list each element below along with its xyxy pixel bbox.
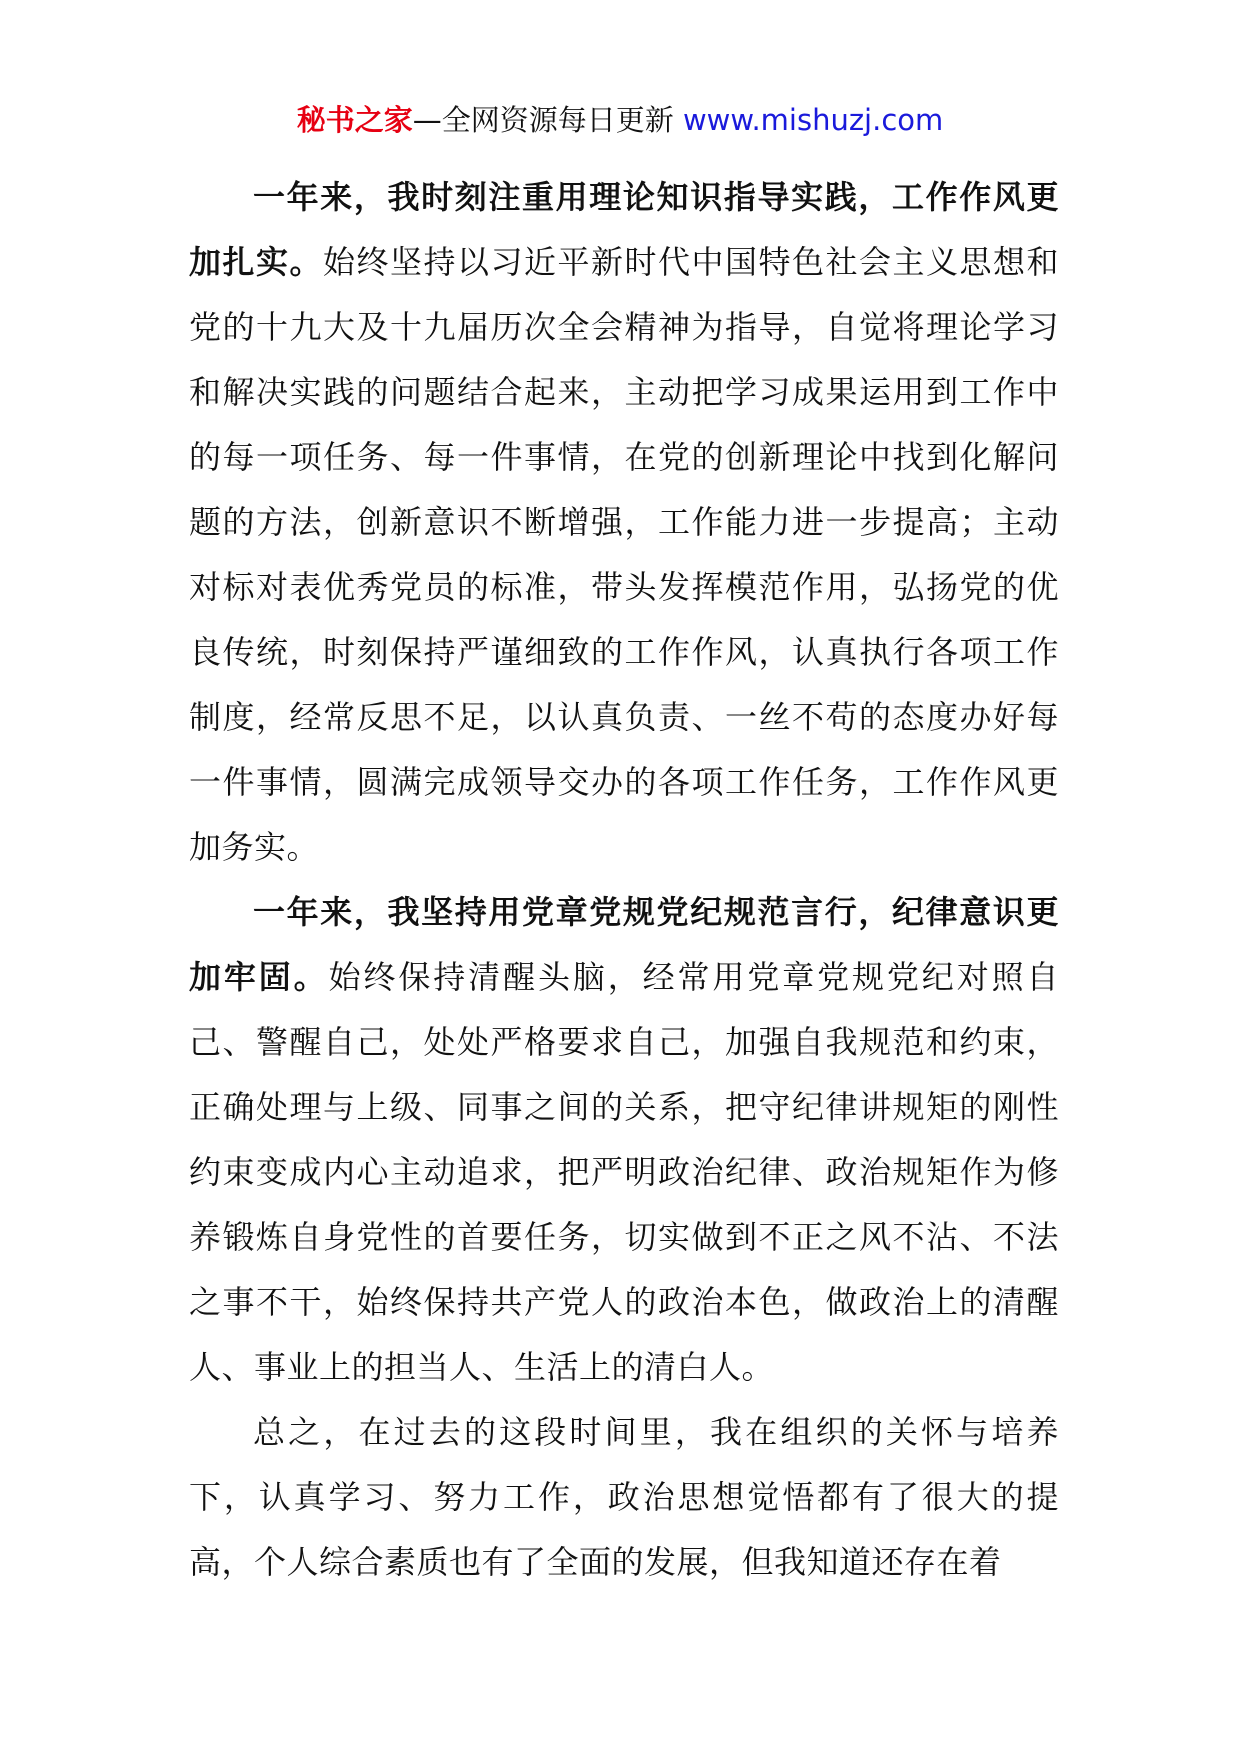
brand-name: 秘书之家 bbox=[296, 103, 413, 137]
header-tagline: —全网资源每日更新 bbox=[412, 103, 683, 137]
document-body bbox=[189, 165, 1059, 1595]
site-url-link[interactable]: www.mishuzj.com bbox=[682, 103, 944, 137]
paragraph-discipline-practice bbox=[189, 165, 1059, 880]
paragraph-lead: 一年来，我时刻注重用理论知识指导实践，工作作风更加扎实。 bbox=[189, 178, 1059, 281]
paragraph-summary bbox=[189, 1400, 1059, 1595]
page-header bbox=[0, 100, 1240, 140]
paragraph-lead: 一年来，我坚持用党章党规党纪规范言行，纪律意识更加牢固。 bbox=[189, 893, 1059, 996]
paragraph-text: 始终保持清醒头脑，经常用党章党规党纪对照自己、警醒自己，处处严格要求自己，加强自我规范和约束，正确处理与上级、同事之间的关系，把守纪律讲规矩的刚性约束变成内心主动追求，把严明政治纪律、政治规矩作为修养锻炼自身党性的首要任务，切实做到不正之风不沾、不法之事不干，始终保持共产党人的政治本色，做政治上的清醒人、事业上的担当人、生活上的清白人。 bbox=[189, 958, 1059, 1386]
paragraph-text: 总之，在过去的这段时间里，我在组织的关怀与培养下，认真学习、努力工作，政治思想觉悟都有了很大的提高，个人综合素质也有了全面的发展，但我知道还存在着 bbox=[189, 1413, 1059, 1581]
paragraph-text: 始终坚持以习近平新时代中国特色社会主义思想和党的十九大及十九届历次全会精神为指导，自觉将理论学习和解决实践的问题结合起来，主动把学习成果运用到工作中的每一项任务、每一件事情，在党的创新理论中找到化解问题的方法，创新意识不断增强，工作能力进一步提高；主动对标对表优秀党员的标准，带头发挥模范作用，弘扬党的优良传统，时刻保持严谨细致的工作作风，认真执行各项工作制度，经常反思不足，以认真负责、一丝不苟的态度办好每一件事情，圆满完成领导交办的各项工作任务，工作作风更加务实。 bbox=[189, 243, 1059, 866]
paragraph-discipline-rules bbox=[189, 880, 1059, 1400]
